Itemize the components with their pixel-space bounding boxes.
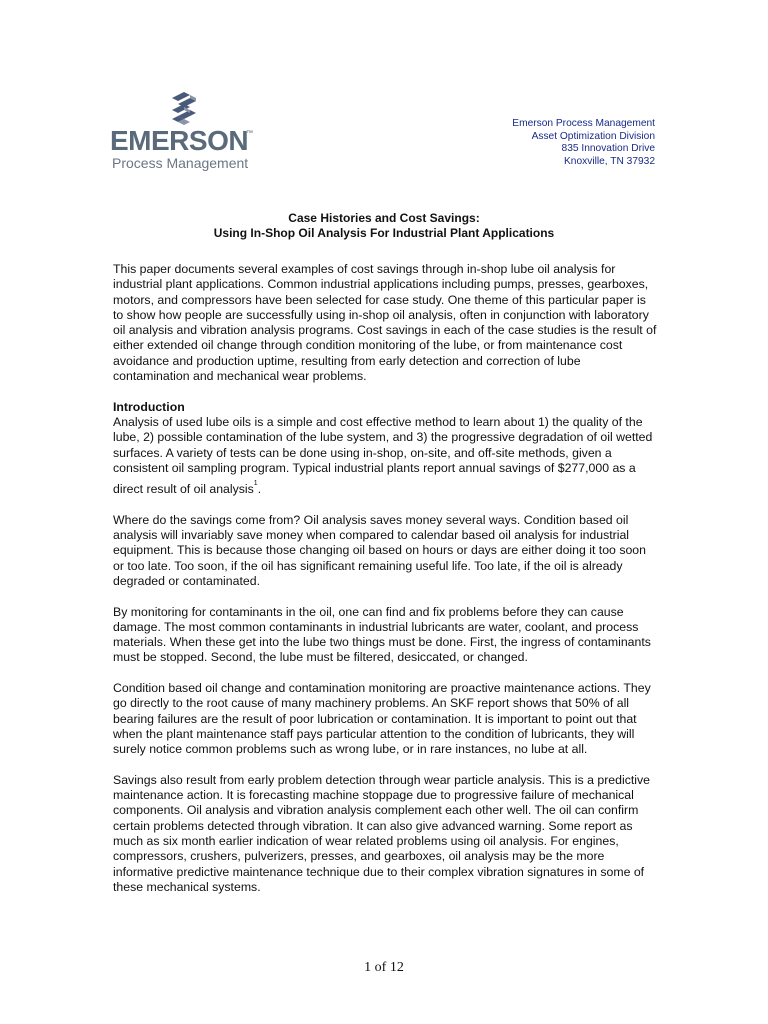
emerson-logo-icon — [168, 92, 200, 128]
address-line: Asset Optimization Division — [531, 130, 655, 142]
abstract-paragraph: This paper documents several examples of cost savings through in-shop lube oil analysis for industrial plant applications. Common industrial applications including pumps, presses, gearboxes, motors, and compressors have been selected for case study. One theme of this particular paper is to show how people are successfully using in-shop oil analysis, often in conjunction with laboratory oil analysis and vibration analysis programs. Cost savings in each of the case studies is the result of either extended oil change through condition monitoring of the lube, or from maintenance cost avoidance and production uptime, resulting from early detection and correction of lube contamination and mechanical wear problems. — [113, 262, 657, 384]
address-line: Emerson Process Management — [512, 118, 655, 129]
address-line: Knoxville, TN 37932 — [564, 155, 655, 167]
logo-trademark: ™ — [246, 130, 253, 137]
introduction-heading: Introduction — [113, 399, 185, 414]
introduction-section — [113, 400, 658, 498]
footnote-marker: 1 — [253, 480, 258, 488]
emerson-logo — [110, 92, 260, 174]
savings-paragraph: Where do the savings come from? Oil analysis saves money several ways. Condition based oil analysis will invariably save money when compared to calendar based oil analysis for industrial equipment. This is because those changing oil based on hours or days are either doing it too soon or too late. Too soon, if the oil has significant remaining useful life. Too late, if the oil is already degraded or contaminated. — [113, 512, 646, 588]
address-line: 835 Innovation Drive — [561, 143, 655, 154]
title-line-2: Using In-Shop Oil Analysis For Industrial Plant Applications — [213, 226, 555, 240]
document-title — [0, 211, 768, 241]
title-line-1: Case Histories and Cost Savings: — [288, 211, 480, 225]
document-body — [113, 262, 658, 910]
logo-tagline: Process Management — [112, 155, 249, 171]
page-number: 1 of 12 — [364, 960, 404, 975]
contaminants-paragraph: By monitoring for contaminants in the oil, one can find and fix problems before they can cause damage. The most common contaminants in industrial lubricants are water, coolant, and process materials. When these get into the lube two things must be done. First, the ingress of contaminants must be stopped. Second, the lube must be filtered, desiccated, or changed. — [113, 604, 651, 665]
proactive-paragraph: Condition based oil change and contamination monitoring are proactive maintenance actions. They go directly to the root cause of many machinery problems. An SKF report shows that 50% of all bearing failures are the result of poor lubrication or contamination. It is important to point out that when the plant maintenance staff pays particular attention to the condition of lubricants, they will surely notice common problems such as wrong lube, or in rare instances, no lube at all. — [113, 681, 651, 757]
predictive-paragraph: Savings also result from early problem detection through wear particle analysis. This is a predictive maintenance action. It is forecasting machine stoppage due to progressive failure of mechanical components. Oil analysis and vibration analysis complement each other well. The oil can confirm certain problems detected through vibration. It can also give advanced warning. Some report as much as six month earlier indication of wear related problems using oil analysis. For engines, compressors, crushers, pulverizers, presses, and gearboxes, oil analysis may be the more informative predictive maintenance technique due to their complex vibration signatures in some of these mechanical systems. — [113, 772, 650, 894]
address-block — [512, 118, 655, 168]
logo-wordmark: EMERSON — [110, 125, 249, 156]
introduction-paragraph-end: . — [257, 482, 262, 497]
introduction-paragraph: Analysis of used lube oils is a simple and cost effective method to learn about 1) the quality of the lube, 2) possible contamination of the lube system, and 3) the progressive degradation of oil wetted surfaces. A variety of tests can be done using in-shop, on-site, and off-site methods, given a consistent oil sampling program. Typical industrial plants report annual savings of $277,000 as a direct result of oil analysis — [113, 414, 653, 497]
